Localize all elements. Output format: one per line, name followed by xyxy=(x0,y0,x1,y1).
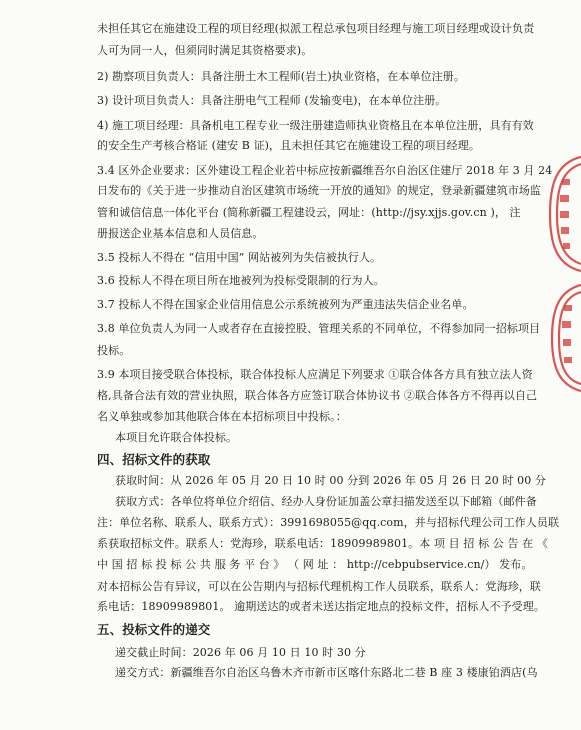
text-line: 3.9 本项目接受联合体投标，联合体投标人应满足下列要求 ①联合体各方具有独立法人资 xyxy=(97,368,533,381)
text-line: 投标。 xyxy=(97,344,131,357)
text-line: 获取时间：从 2026 年 05 月 20 日 10 时 00 分到 2026 年 05 月 26 日 20 时 00 分 xyxy=(115,474,546,487)
text-line: 注：单位名称、联系人、联系方式）：3991698055@qq.com，并与招标代理公司工作人员联 xyxy=(97,516,560,529)
text-line: 的安全生产考核合格证 (建安 B 证)，且未担任其它在施建设工程的项目经理。 xyxy=(97,139,480,152)
text-line: 3.6 投标人不得在项目所在地被列为投标受限制的行为人。 xyxy=(97,274,385,287)
text-line: 递交方式：新疆维吾尔自治区乌鲁木齐市新市区喀什东路北二巷 B 座 3 楼康铂酒店(乌 xyxy=(115,666,538,679)
section-heading: 四、招标文件的获取 xyxy=(97,452,211,467)
seal-stamp-bottom xyxy=(550,283,581,393)
text-line: 对本招标公告有异议，可以在公告期内与招标代理机构工作人员联系，联系人：党海珍，联 xyxy=(97,580,541,593)
text-line: 本项目允许联合体投标。 xyxy=(115,431,238,444)
text-line: 册报送企业基本信息和人员信息。 xyxy=(97,227,264,240)
text-line: 3.7 投标人不得在国家企业信用信息公示系统被列为严重违法失信企业名单。 xyxy=(97,298,474,311)
text-line: 3.4 区外企业要求：区外建设工程企业若中标应按新疆维吾尔自治区住建厅 2018 年 3 月 24 xyxy=(97,164,553,177)
text-line: 格,具备合法有效的营业执照，联合体各方应签订联合体协议书 ②联合体各方不得再以自己 xyxy=(97,389,538,402)
section-heading: 五、投标文件的递交 xyxy=(97,622,211,637)
text-line: 名义单独或参加其他联合体在本招标项目中投标。： xyxy=(97,410,347,423)
text-line: 3) 设计项目负责人：具备注册电气工程师 (发输变电)，在本单位注册。 xyxy=(97,94,447,107)
text-line: 4) 施工项目经理：具备机电工程专业一级注册建造师执业资格且在本单位注册，具有有效 xyxy=(97,119,534,132)
text-line: 人可为同一人，但须同时满足其资格要求)。 xyxy=(97,44,313,57)
text-line: 3.5 投标人不得在 “信用中国” 网站被列为失信被执行人。 xyxy=(97,251,382,264)
text-line: 获取方式：各单位将单位介绍信、经办人身份证加盖公章扫描发送至以下邮箱（邮件备 xyxy=(115,495,537,508)
text-line: 递交截止时间：2026 年 06 月 10 日 10 时 30 分 xyxy=(115,646,366,659)
text-line: 系获取招标文件。联系人：党海珍，联系电话：18909989801。本 项 目 招 标 公 告 在 《 xyxy=(97,537,548,550)
text-line: 3.8 单位负责人为同一人或者存在直接控股、管理关系的不同单位，不得参加同一招标项目 xyxy=(97,322,541,335)
text-line: 2) 勘察项目负责人：具备注册土木工程师(岩土)执业资格，在本单位注册。 xyxy=(97,70,465,83)
text-line: 日发布的《关于进一步推动自治区建筑市场统一开放的通知》的规定，登录新疆建筑市场监 xyxy=(97,184,541,197)
text-line: 管和诚信信息一体化平台 (简称新疆工程建设云，网址：(http://jsy.xjjs.gov.cn )， 注 xyxy=(97,206,521,219)
text-line: 中 国 招 标 投 标 公 共 服 务 平 台 》 （ 网 址 ： http://cebpubservice.cn/） 发布。 xyxy=(97,558,533,571)
seal-stamp-top xyxy=(548,155,581,273)
text-line: 未担任其它在施建设工程的项目经理(拟派工程总承包项目经理与施工项目经理或设计负责 xyxy=(97,22,535,35)
text-line: 系电话：18909989801。 逾期送达的或者未送达指定地点的投标文件，招标人不予受理。 xyxy=(97,600,545,613)
